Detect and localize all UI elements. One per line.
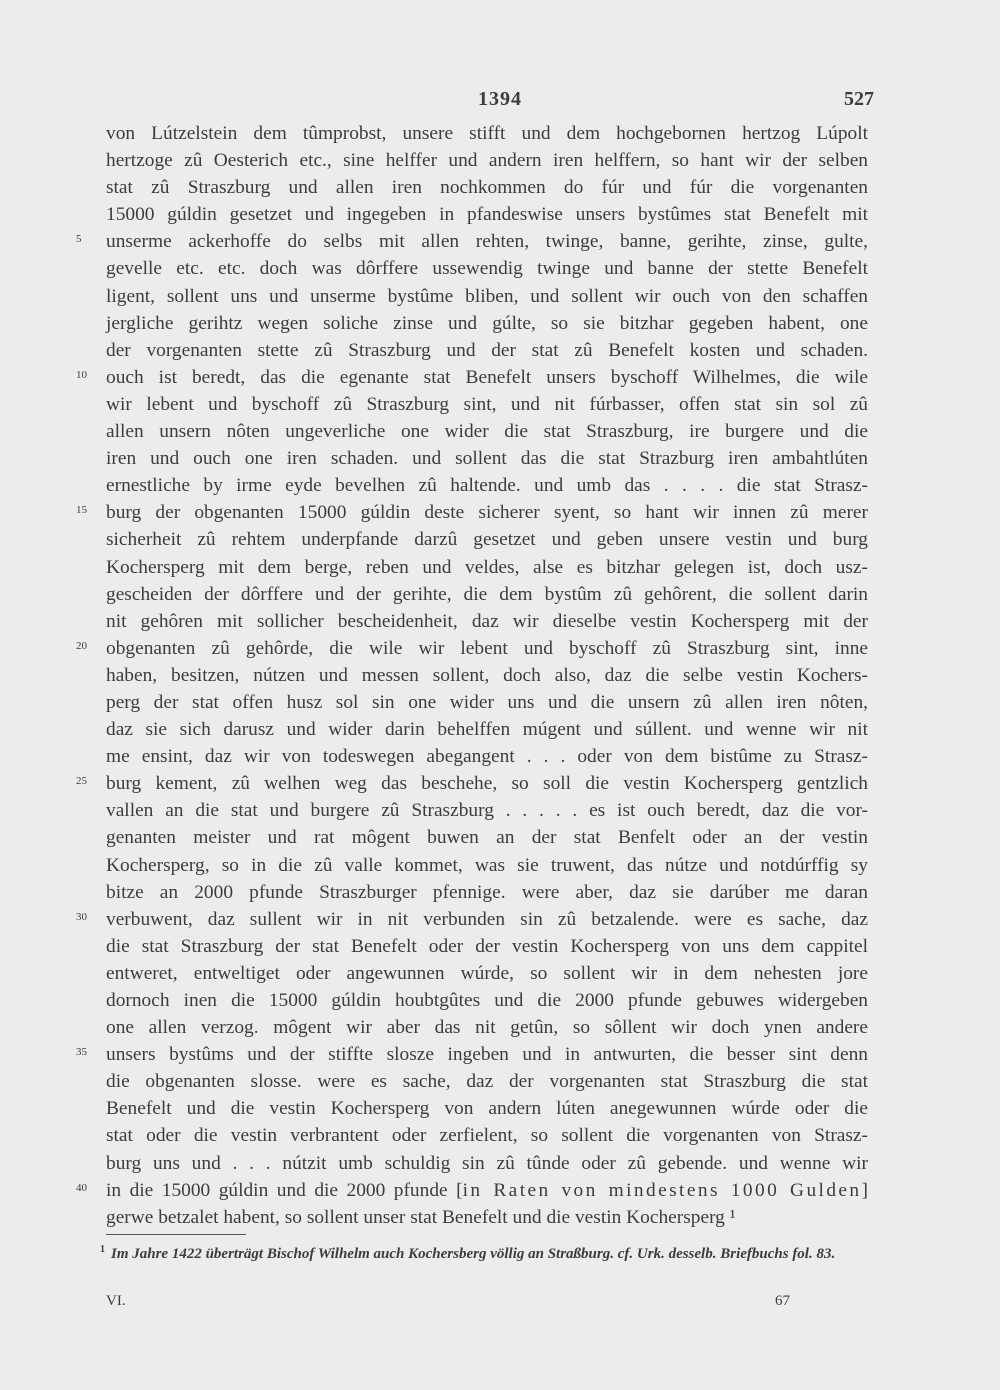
line-text: stat oder die vestin verbrantent oder zerfielent, so sollent die vorgenanten von Strasz- [106, 1125, 868, 1147]
line-text: allen unsern nôten ungeverliche one wider die stat Straszburg, ire burgere und die [106, 421, 868, 443]
line-text: burg der obgenanten 15000 gúldin deste sicherer syent, so hant wir innen zû merer [106, 502, 868, 524]
page-number: 527 [844, 88, 874, 110]
line-text: burg kement, zû welhen weg das beschehe, so soll die vestin Kochersperg gentzlich [106, 773, 868, 795]
footnote-mark: 1 [100, 1244, 105, 1255]
sheet-number: 67 [775, 1293, 790, 1309]
line-text: von Lútzelstein dem tûmprobst, unsere stifft und dem hochgebornen hertzog Lúpolt [106, 123, 868, 144]
body-text [76, 120, 868, 1231]
line-number: 20 [76, 639, 87, 652]
text-line [106, 337, 868, 364]
line-text: jergliche gerihtz wegen soliche zinse und gúlte, so sie bitzhar gegeben habent, one [106, 312, 868, 334]
signature-mark: VI. [106, 1293, 126, 1309]
page-header-year: 1394 [478, 88, 522, 110]
line-text: ligent, sollent uns und unserme bystûme bliben, und sollent wir ouch von den schaffen [106, 285, 868, 307]
text-line [76, 906, 868, 933]
text-line [106, 445, 868, 472]
line-text: die stat Straszburg der stat Benefelt oder der vestin Kochersperg von uns dem cappitel [106, 935, 868, 957]
line-text: die obgenanten slosse. were es sache, daz der vorgenanten stat Straszburg die stat [106, 1071, 868, 1093]
text-line [76, 1177, 868, 1204]
line-text: me ensint, daz wir von todeswegen abegangent . . . oder von dem bistûme zu Strasz- [106, 746, 868, 768]
text-line [106, 987, 868, 1014]
line-number: 15 [76, 504, 87, 517]
text-line [106, 418, 868, 445]
text-line [106, 824, 868, 851]
line-text: unserme ackerhoffe do selbs mit allen rehten, twinge, banne, gerihte, zinse, gulte, [106, 231, 868, 253]
line-text: bitze an 2000 pfunde Straszburger pfennige. were aber, daz sie darúber me daran [106, 881, 868, 903]
text-line [76, 1041, 868, 1068]
line-text: perg der stat offen husz sol sin one wider uns und die unsern zû allen iren nôten, [106, 691, 868, 713]
text-line [76, 770, 868, 797]
line-text: gevelle etc. etc. doch was dôrffere ussewendig twinge und banne der stette Benefelt [106, 258, 868, 280]
text-line [76, 635, 868, 662]
text-line [106, 743, 868, 770]
text-line [106, 933, 868, 960]
line-number: 5 [76, 233, 82, 246]
text-line [106, 147, 868, 174]
text-line [106, 526, 868, 553]
text-line [106, 201, 868, 228]
text-line [76, 228, 868, 255]
text-line [106, 1150, 868, 1177]
line-text: sicherheit zû rehtem underpfande darzû gesetzet und geben unsere vestin und burg [106, 529, 868, 551]
text-line [106, 797, 868, 824]
text-line [106, 391, 868, 418]
line-text: iren und ouch one iren schaden. und sollent das die stat Strazburg iren ambahtlúten [106, 448, 868, 470]
line-text: entweret, entweltiget oder angewunnen wúrde, so sollent wir in dem nehesten jore [106, 962, 868, 984]
text-line [106, 1122, 868, 1149]
text-line [106, 1204, 868, 1231]
text-line [76, 499, 868, 526]
text-line [106, 283, 868, 310]
line-text: unsers bystûms und der stiffte slosze ingeben und in antwurten, die besser sint denn [106, 1044, 868, 1066]
text-line [106, 554, 868, 581]
line-text: stat zû Straszburg und allen iren nochkommen do fúr und fúr die vorgenanten [106, 177, 868, 199]
line-text: in die 15000 gúldin und die 2000 pfunde [ [106, 1179, 463, 1201]
text-line [106, 472, 868, 499]
text-line [106, 879, 868, 906]
line-text: one allen verzog. môgent wir aber das nit getûn, so sôllent wir doch ynen andere [106, 1017, 868, 1039]
text-line [106, 255, 868, 282]
line-number: 35 [76, 1046, 87, 1059]
line-text: 15000 gúldin gesetzet und ingegeben in pfandeswise unsers bystûmes stat Benefelt mit [106, 204, 868, 226]
line-text: Kochersperg, so in die zû valle kommet, was sie truwent, das nútze und notdúrffig sy [106, 854, 868, 876]
text-line [106, 310, 868, 337]
line-text: vallen an die stat und burgere zû Straszburg . . . . . es ist ouch beredt, daz die vor- [106, 800, 868, 822]
line-number: 30 [76, 910, 87, 923]
text-line [76, 364, 868, 391]
line-text: wir lebent und byschoff zû Straszburg sint, und nit fúrbasser, offen stat sin sol zû [106, 393, 868, 415]
line-text: obgenanten zû gehôrde, die wile wir lebent und byschoff zû Straszburg sint, inne [106, 637, 868, 659]
text-line [106, 174, 868, 201]
line-text: dornoch inen die 15000 gúldin houbtgûtes und die 2000 pfunde gebuwes widergeben [106, 990, 868, 1011]
line-text: Benefelt und die vestin Kochersperg von andern lúten anegewunnen wúrde oder die [106, 1098, 868, 1120]
line-text: daz sie sich darusz und wider darin behelffen múgent und súllent. und wenne wir nit [106, 719, 868, 741]
text-line [106, 1014, 868, 1041]
line-text: ouch ist beredt, das die egenante stat Benefelt unsers byschoff Wilhelmes, die wile [106, 366, 868, 388]
line-text: Kochersperg mit dem berge, reben und veldes, alse es bitzhar gelegen ist, doch usz- [106, 556, 868, 578]
line-text: haben, besitzen, nútzen und messen sollent, doch also, daz die selbe vestin Kochers- [106, 664, 868, 686]
text-line [106, 689, 868, 716]
line-text: gerwe betzalet habent, so sollent unser stat Benefelt und die vestin Kochersperg ¹ [106, 1206, 736, 1228]
line-text: genanten meister und rat môgent buwen an der stat Benfelt oder an der vestin [106, 827, 868, 849]
line-number: 40 [76, 1181, 87, 1194]
text-line [106, 608, 868, 635]
line-number: 10 [76, 368, 87, 381]
line-text: hertzoge zû Oesterich etc., sine helffer und andern iren helffern, so hant wir der selben [106, 150, 868, 172]
spaced-editorial-text: in Raten von mindestens 1000 Gulden [462, 1179, 862, 1201]
footnote [100, 1240, 870, 1264]
line-text: der vorgenanten stette zû Straszburg und der stat zû Benefelt kosten und schaden. [106, 339, 868, 361]
text-line [106, 662, 868, 689]
footnote-rule [106, 1234, 246, 1235]
text-line [106, 1095, 868, 1122]
text-line [106, 852, 868, 879]
line-text: gescheiden der dôrffere und der gerihte, die dem bystûm zû gehôrent, die sollent darin [106, 583, 868, 605]
footnote-text: Im Jahre 1422 überträgt Bischof Wilhelm auch Kochersberg völlig an Straßburg. cf. Urk. desselb. Briefbuchs fol. 83. [111, 1246, 836, 1262]
line-text: nit gehôren mit sollicher bescheidenheit, daz wir dieselbe vestin Kochersperg mit der [106, 610, 868, 632]
text-line [106, 960, 868, 987]
text-line [106, 1068, 868, 1095]
text-line [106, 581, 868, 608]
text-line [106, 120, 868, 147]
line-number: 25 [76, 775, 87, 788]
text-line [106, 716, 868, 743]
line-text: verbuwent, daz sullent wir in nit verbunden sin zû betzalende. were es sache, daz [106, 908, 868, 930]
line-text: ernestliche by irme eyde bevelhen zû haltende. und umb das . . . . die stat Strasz- [106, 475, 868, 497]
closing-bracket: ] [861, 1179, 868, 1201]
line-text: burg uns und . . . nútzit umb schuldig sin zû tûnde oder zû gebende. und wenne wir [106, 1152, 868, 1174]
